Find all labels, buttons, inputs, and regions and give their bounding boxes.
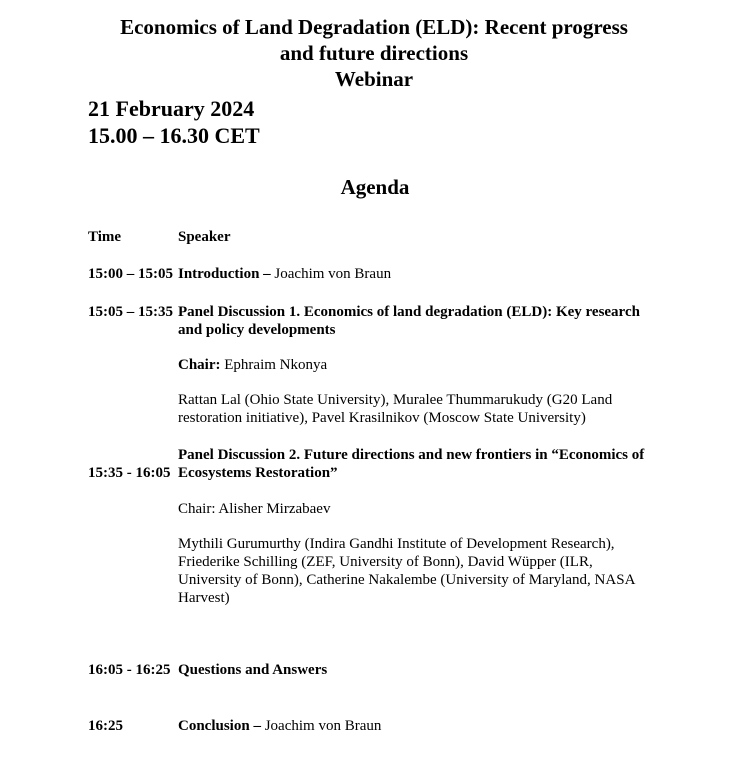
agenda-item-panel-2-panelists: Mythili Gurumurthy (Indira Gandhi Institute of Development Research), Friederike Schilling (ZEF, University of Bonn), David Wüpper (ILR, University of Bonn), Catherine Nakalembe (University of Maryland, NASA Harvest)	[178, 536, 635, 606]
agenda-item-panel-1-title: Panel Discussion 1. Economics of land degradation (ELD): Key research and policy developments	[178, 304, 640, 338]
agenda-time: 15:00 – 15:05	[88, 266, 173, 282]
chair-name: Ephraim Nkonya	[224, 357, 328, 373]
column-header-speaker: Speaker	[178, 229, 231, 245]
agenda-time: 15:05 – 15:35	[88, 304, 173, 320]
agenda-item-title: Conclusion –	[178, 718, 261, 734]
agenda-time: 16:05 - 16:25	[88, 662, 171, 678]
agenda-item-panel-1-panelists: Rattan Lal (Ohio State University), Muralee Thummarukudy (G20 Land restoration initiative), Pavel Krasilnikov (Moscow State University)	[178, 392, 613, 426]
agenda-time: 15:35 - 16:05	[88, 465, 171, 481]
event-date: 21 February 2024	[88, 96, 255, 121]
document-title	[60, 14, 688, 92]
agenda-item-panel-2-title: Panel Discussion 2. Future directions and new frontiers in “Economics of Ecosystems Restoration”	[178, 447, 645, 481]
agenda-heading: Agenda	[340, 175, 410, 199]
agenda-item-panel-1-chair	[178, 356, 648, 374]
event-time: 15.00 – 16.30 CET	[88, 123, 260, 148]
title-line-1: Economics of Land Degradation (ELD): Recent progress	[120, 15, 628, 39]
agenda-item-qa: Questions and Answers	[178, 662, 328, 678]
agenda-item-conclusion	[178, 717, 648, 735]
agenda-item-introduction	[178, 265, 648, 283]
column-header-time: Time	[88, 229, 122, 245]
title-line-2: and future directions	[279, 41, 469, 65]
title-line-3: Webinar	[334, 67, 414, 91]
agenda-item-speaker: Joachim von Braun	[274, 266, 392, 282]
agenda-item-panel-2-chair: Chair: Alisher Mirzabaev	[178, 501, 331, 517]
agenda-item-title: Introduction –	[178, 266, 271, 282]
agenda-item-speaker: Joachim von Braun	[264, 718, 382, 734]
event-date-time	[88, 95, 260, 149]
chair-label: Chair:	[178, 357, 221, 373]
agenda-time: 16:25	[88, 718, 123, 734]
